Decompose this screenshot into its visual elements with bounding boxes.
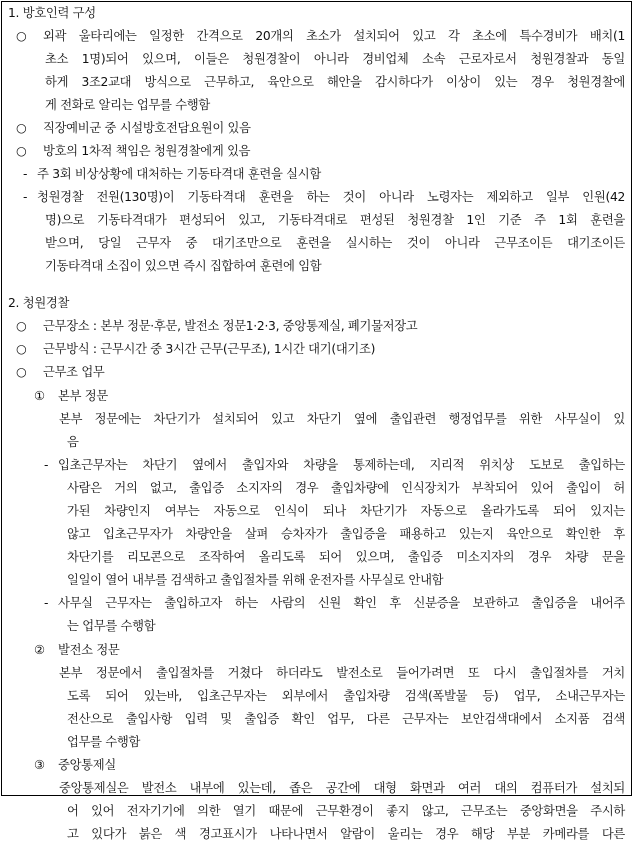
bullet-marker: ○ <box>16 121 27 135</box>
text-line: 음 <box>67 435 79 449</box>
text-line: 외곽 울타리에는 일정한 간격으로 20개의 초소가 설치되어 있고 각 초소에 특수경비가 배치(1 <box>43 29 625 43</box>
bullet-marker: ○ <box>16 342 27 356</box>
text-line: 가된 차량인지 여부는 자동으로 인식이 되나 차단기가 자동으로 올라가도록 되어 있지는 <box>67 504 625 518</box>
text-line: 사무실 근무자는 출입하고자 하는 사람의 신원 확인 후 신분증을 보관하고 출입증을 내어주 <box>58 596 625 610</box>
subsection-marker: ③ <box>34 758 45 772</box>
text-line: 근무조 업무 <box>43 365 105 379</box>
bullet-marker: ○ <box>16 319 27 333</box>
text-line: 않고 입초근무자가 차량안을 살펴 승차자가 출입증을 패용하고 있는지 육안으로 확인한 후 <box>67 527 625 541</box>
text-line: 받으며, 당일 근무자 중 대기조만으로 훈련을 실시하는 것이 아니라 근무조이든 대기조이든 <box>45 236 625 250</box>
text-line: 게 전화로 알리는 업무를 수행함 <box>45 98 210 112</box>
text-line: 일일이 열어 내부를 검색하고 출입절차를 위해 운전자를 사무실로 안내함 <box>67 573 444 587</box>
dash-marker: - <box>44 458 49 472</box>
subsection-marker: ② <box>34 643 45 657</box>
bullet-marker: ○ <box>16 365 27 379</box>
subsection-marker: ① <box>34 389 45 403</box>
text-line: 명)으로 기동타격대가 편성되어 있고, 기동타격대로 편성된 청원경찰 1인 기준 주 1회 훈련을 <box>45 213 625 227</box>
text-line: 업무를 수행함 <box>67 735 141 749</box>
text-line: 본부 정문에는 차단기가 설치되어 있고 차단기 옆에 출입관련 행정업무를 위한 사무실이 있 <box>59 412 625 426</box>
text-line: 직장예비군 중 시설방호전담요원이 있음 <box>43 121 251 135</box>
text-line: 본부 정문에서 출입절차를 거쳤다 하더라도 발전소로 들어가려면 또 다시 출입절차를 거치 <box>59 666 625 680</box>
text-line: 어 있어 전자기기에 의한 열기 때문에 근무환경이 좋지 않고, 근무조는 중앙화면을 주시하 <box>67 804 625 818</box>
text-line: 청원경찰 전원(130명)이 기동타격대 훈련을 하는 것이 아니라 노령자는 제외하고 일부 인원(42 <box>37 190 625 204</box>
text-line: 사람은 거의 없고, 출입증 소지자의 경우 출입차량에 인식장치가 부착되어 있어 출입이 허 <box>67 481 625 495</box>
subsection-title: 발전소 정문 <box>58 643 120 657</box>
text-line: 하게 3조2교대 방식으로 근무하고, 육안으로 해안을 감시하다가 이상이 있는 경우 청원경찰에 <box>45 75 625 89</box>
bullet-marker: ○ <box>16 29 27 43</box>
text-line: 전산으로 출입사항 입력 및 출입증 확인 업무, 다른 근무자는 보안검색대에서 소지품 검색 <box>67 712 625 726</box>
text-line: 근무방식 : 근무시간 중 3시간 근무(근무조), 1시간 대기(대기조) <box>43 342 376 356</box>
text-line: 주 3회 비상상황에 대처하는 기동타격대 훈련을 실시함 <box>37 167 321 181</box>
document-page <box>1 1 632 841</box>
section-2-heading: 2. 청원경찰 <box>8 296 70 310</box>
text-line: 도록 되어 있는바, 입초근무자는 외부에서 출입차량 검색(폭발물 등) 업무, 소내근무자는 <box>67 689 625 703</box>
section-1-heading: 1. 방호인력 구성 <box>8 6 96 20</box>
text-line: 차단기를 리모콘으로 조작하여 올리도록 되어 있으며, 출입증 미소지자의 경우 차량 문을 <box>67 550 625 564</box>
text-line: 근무장소 : 본부 정문·후문, 발전소 정문1·2·3, 중앙통제실, 폐기물저장고 <box>43 319 418 333</box>
subsection-title: 본부 정문 <box>58 389 108 403</box>
dash-marker: - <box>23 167 28 181</box>
text-line: 초소 1명)되어 있으며, 이들은 청원경찰이 아니라 경비업체 소속 근로자로서 청원경찰과 동일 <box>45 52 625 66</box>
text-line: 고 있다가 붉은 색 경고표시가 나타나면서 알람이 울리는 경우 해당 부분 카메라를 다른 <box>67 827 625 841</box>
bullet-marker: ○ <box>16 144 27 158</box>
text-line: 입초근무자는 차단기 옆에서 출입자와 차량을 통제하는데, 지리적 위치상 도보로 출입하는 <box>58 458 625 472</box>
dash-marker: - <box>23 190 28 204</box>
subsection-title: 중앙통제실 <box>58 758 116 772</box>
text-line: 는 업무를 수행함 <box>67 619 156 633</box>
dash-marker: - <box>44 596 49 610</box>
text-line: 기동타격대 소집이 있으면 즉시 집합하여 훈련에 임함 <box>45 259 322 273</box>
text-line: 방호의 1차적 책임은 청원경찰에게 있음 <box>43 144 251 158</box>
text-line: 중앙통제실은 발전소 내부에 있는데, 좁은 공간에 대형 화면과 여러 대의 컴퓨터가 설치되 <box>59 781 625 795</box>
